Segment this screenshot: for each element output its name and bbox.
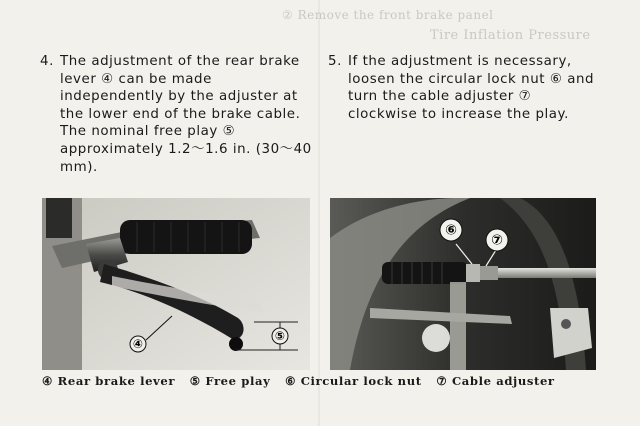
caption-free-play: ⑤ Free play (189, 374, 271, 388)
step-5-number: 5. (328, 54, 342, 69)
adjuster-body (480, 266, 498, 280)
brake-lever-photo (42, 198, 310, 370)
callout-free-play: ⑤ (274, 329, 286, 343)
callout-cable-adjuster: ⑦ (491, 232, 503, 249)
step-5-paragraph: If the adjustment is necessary, loosen the circular lock nut ⑥ and turn the cable adjuster ⑦ clockwise to increase the play. (348, 54, 595, 122)
grip (120, 220, 252, 254)
figure-caption (42, 374, 598, 388)
cable-boot (382, 262, 468, 284)
step-4-number: 4. (40, 54, 54, 69)
mount-bracket (450, 282, 466, 370)
lock-nut (466, 264, 480, 282)
caption-rear-brake-lever: ④ Rear brake lever (42, 374, 176, 388)
step-5 (328, 53, 600, 123)
brake-rod (498, 268, 596, 278)
step-4 (40, 53, 320, 176)
cable-adjuster-illustration (330, 198, 596, 370)
callout-circular-lock-nut: ⑥ (445, 222, 457, 239)
cable-adjuster-photo (330, 198, 596, 370)
caption-circular-lock-nut: ⑥ Circular lock nut (285, 374, 422, 388)
callout-rear-brake-lever: ④ (132, 337, 144, 351)
bleed-through-text: ② Remove the front brake panel (282, 8, 494, 22)
brake-lever-illustration (42, 198, 310, 370)
caption-cable-adjuster: ⑦ Cable adjuster (436, 374, 555, 388)
step-4-paragraph: The adjustment of the rear brake lever ④ can be made independently by the adjuster at the lower end of the brake cable. (60, 54, 301, 122)
step-4-free-play-note: The nominal free play ⑤ approximately 1.2～1.6 in. (30～40 mm). (60, 124, 312, 175)
bleed-through-heading: Tire Inflation Pressure (430, 28, 591, 43)
